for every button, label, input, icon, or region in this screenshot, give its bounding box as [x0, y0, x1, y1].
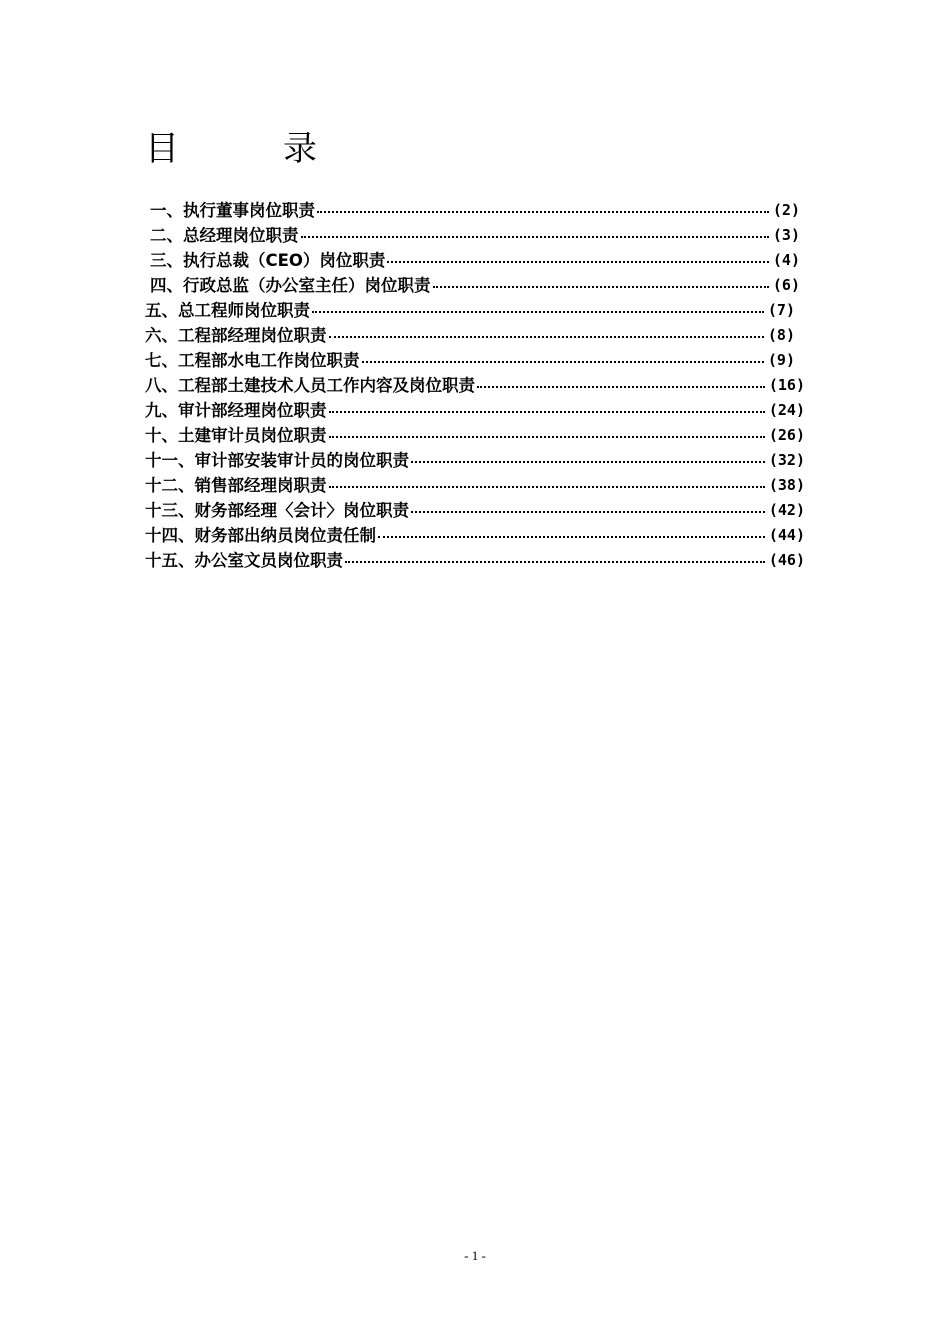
toc-leader-dots	[411, 448, 765, 473]
toc-entry-label: 十二、销售部经理岗职责	[145, 476, 327, 495]
toc-entry[interactable]	[145, 548, 805, 573]
toc-entry[interactable]	[145, 473, 805, 498]
toc-entry-label: 一、执行董事岗位职责	[150, 201, 315, 220]
toc-entry-page: (38)	[768, 476, 805, 494]
page-title	[145, 124, 317, 174]
toc-entry-page: (3)	[772, 226, 800, 244]
toc-entry[interactable]	[145, 423, 805, 448]
toc-entry-page: (7)	[767, 301, 795, 319]
toc-entry-page: (2)	[772, 201, 800, 219]
toc-leader-dots	[329, 398, 765, 423]
toc-leader-dots	[329, 323, 764, 348]
toc-entry-label: 十四、财务部出纳员岗位责任制	[145, 526, 376, 545]
toc-leader-dots	[329, 423, 765, 448]
toc-leader-dots	[387, 248, 768, 273]
toc-entry-label: 十三、财务部经理〈会计〉岗位职责	[145, 501, 409, 520]
toc-entry-page: (9)	[767, 351, 795, 369]
toc-leader-dots	[433, 273, 769, 298]
toc-leader-dots	[312, 298, 764, 323]
toc-entry-page: (44)	[768, 526, 805, 544]
toc-leader-dots	[378, 523, 765, 548]
toc-leader-dots	[345, 548, 765, 573]
toc-entry[interactable]	[150, 273, 800, 298]
toc-entry-page: (46)	[768, 551, 805, 569]
toc-entry[interactable]	[150, 198, 800, 223]
toc-entry-page: (24)	[768, 401, 805, 419]
toc-entry[interactable]	[145, 373, 805, 398]
toc-entry-page: (42)	[768, 501, 805, 519]
toc-leader-dots	[362, 348, 764, 373]
toc-entry-label: 七、工程部水电工作岗位职责	[145, 351, 360, 370]
toc-entry-label: 四、行政总监（办公室主任）岗位职责	[150, 276, 431, 295]
toc-entry[interactable]	[145, 498, 805, 523]
toc-entry-page: (32)	[768, 451, 805, 469]
toc-leader-dots	[477, 373, 765, 398]
toc-entry-page: (6)	[772, 276, 800, 294]
toc-entry[interactable]	[145, 448, 805, 473]
toc-entry-page: (16)	[768, 376, 805, 394]
page-number-footer: - 1 -	[464, 1248, 486, 1263]
toc-entry-label: 十五、办公室文员岗位职责	[145, 551, 343, 570]
toc-leader-dots	[411, 498, 765, 523]
toc-entry-label: 六、工程部经理岗位职责	[145, 326, 327, 345]
toc-entry-label: 十、土建审计员岗位职责	[145, 426, 327, 445]
toc-entry[interactable]	[145, 398, 805, 423]
toc-entry-page: (4)	[772, 251, 800, 269]
toc-entry-label: 二、总经理岗位职责	[150, 226, 299, 245]
toc-entry-page: (26)	[768, 426, 805, 444]
toc-leader-dots	[329, 473, 765, 498]
toc-entry-label: 九、审计部经理岗位职责	[145, 401, 327, 420]
toc-entry[interactable]	[145, 298, 795, 323]
toc-entry[interactable]	[145, 348, 795, 373]
toc-entry[interactable]	[145, 323, 795, 348]
toc-entry[interactable]	[145, 523, 805, 548]
toc-entry-label: 五、总工程师岗位职责	[145, 301, 310, 320]
toc-leader-dots	[301, 223, 769, 248]
title-char-1: 目	[145, 129, 179, 169]
toc-entry[interactable]	[150, 223, 800, 248]
title-char-2: 录	[283, 129, 317, 169]
toc-entry-label: 十一、审计部安装审计员的岗位职责	[145, 451, 409, 470]
toc-entry-label: 三、执行总裁（CEO）岗位职责	[150, 251, 386, 270]
toc-leader-dots	[317, 198, 769, 223]
toc-entry[interactable]	[150, 248, 800, 273]
toc-entry-label: 八、工程部土建技术人员工作内容及岗位职责	[145, 376, 475, 395]
toc-entry-page: (8)	[767, 326, 795, 344]
